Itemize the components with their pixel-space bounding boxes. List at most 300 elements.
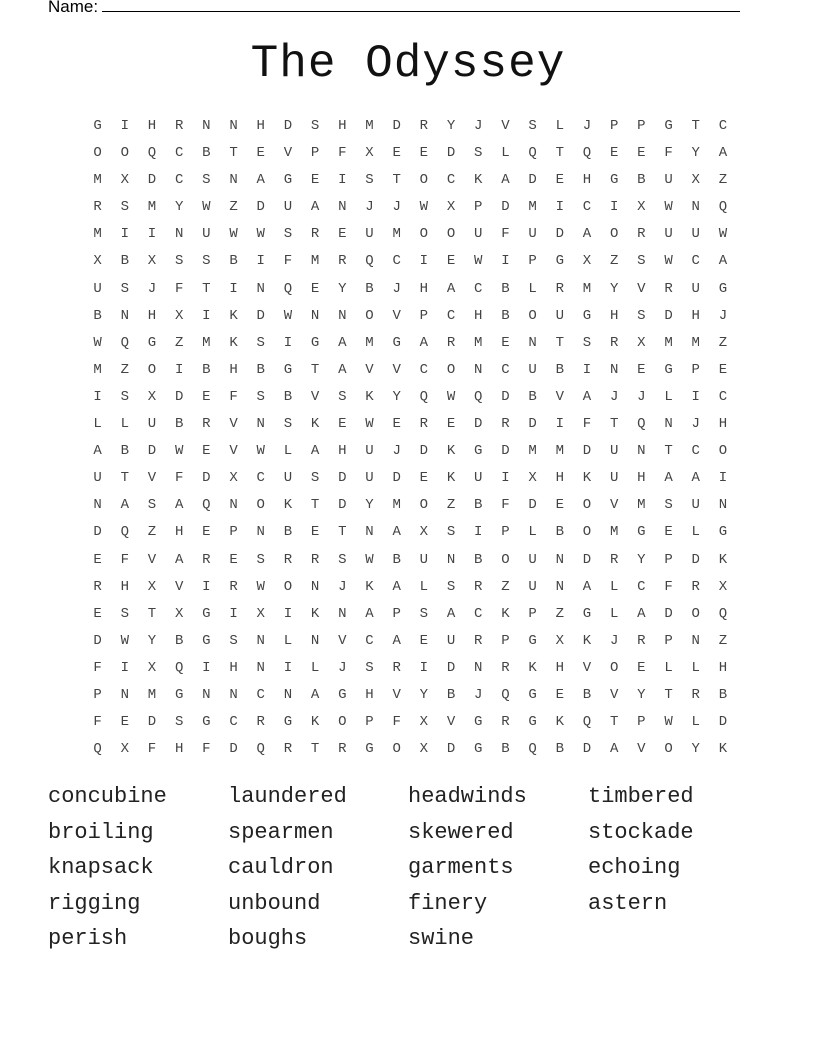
grid-cell[interactable]: X bbox=[582, 253, 592, 270]
grid-cell[interactable]: W bbox=[202, 199, 211, 216]
grid-cell[interactable]: K bbox=[446, 470, 456, 487]
grid-cell[interactable]: R bbox=[419, 118, 429, 134]
grid-cell[interactable]: R bbox=[664, 280, 673, 297]
grid-cell[interactable]: S bbox=[256, 334, 265, 351]
grid-cell[interactable]: I bbox=[120, 226, 129, 243]
grid-cell[interactable]: S bbox=[528, 118, 537, 134]
grid-cell[interactable]: X bbox=[93, 253, 102, 270]
grid-cell[interactable]: X bbox=[419, 524, 429, 541]
grid-cell[interactable]: D bbox=[147, 714, 157, 731]
grid-cell[interactable]: D bbox=[147, 172, 157, 189]
grid-cell[interactable]: X bbox=[174, 605, 184, 622]
grid-cell[interactable]: L bbox=[691, 714, 700, 731]
grid-cell[interactable]: F bbox=[174, 280, 184, 297]
grid-cell[interactable]: V bbox=[501, 118, 510, 134]
grid-cell[interactable]: Y bbox=[637, 686, 646, 703]
grid-cell[interactable]: N bbox=[365, 524, 374, 541]
grid-cell[interactable]: I bbox=[609, 199, 619, 216]
grid-cell[interactable]: B bbox=[637, 172, 646, 189]
grid-cell[interactable]: A bbox=[392, 578, 401, 595]
grid-cell[interactable]: Q bbox=[582, 145, 592, 162]
grid-cell[interactable]: S bbox=[338, 388, 347, 405]
grid-cell[interactable]: W bbox=[718, 226, 728, 243]
grid-cell[interactable]: V bbox=[147, 470, 157, 487]
grid-cell[interactable]: L bbox=[419, 578, 429, 595]
grid-cell[interactable]: G bbox=[664, 361, 673, 378]
grid-cell[interactable]: C bbox=[691, 443, 700, 460]
grid-cell[interactable]: R bbox=[501, 659, 510, 676]
grid-cell[interactable]: T bbox=[609, 714, 619, 731]
grid-cell[interactable]: Q bbox=[528, 145, 537, 162]
grid-cell[interactable]: V bbox=[229, 443, 238, 460]
grid-cell[interactable]: N bbox=[310, 307, 320, 324]
grid-cell[interactable]: R bbox=[501, 416, 510, 433]
grid-cell[interactable]: R bbox=[202, 551, 211, 568]
grid-cell[interactable]: T bbox=[555, 334, 564, 351]
grid-cell[interactable]: R bbox=[419, 416, 429, 433]
grid-cell[interactable]: R bbox=[283, 551, 293, 568]
grid-cell[interactable]: V bbox=[392, 307, 401, 324]
grid-cell[interactable]: P bbox=[501, 524, 510, 541]
grid-cell[interactable]: E bbox=[664, 524, 673, 541]
grid-cell[interactable]: I bbox=[501, 253, 510, 270]
grid-cell[interactable]: S bbox=[174, 253, 184, 270]
grid-cell[interactable]: E bbox=[637, 659, 646, 676]
grid-cell[interactable]: D bbox=[474, 416, 483, 433]
grid-cell[interactable]: E bbox=[202, 443, 211, 460]
grid-cell[interactable]: G bbox=[718, 524, 728, 541]
grid-cell[interactable]: Q bbox=[202, 497, 211, 514]
grid-cell[interactable]: H bbox=[256, 118, 265, 134]
grid-cell[interactable]: A bbox=[419, 334, 429, 351]
grid-cell[interactable]: U bbox=[419, 551, 429, 568]
grid-cell[interactable]: C bbox=[501, 361, 510, 378]
grid-cell[interactable]: C bbox=[174, 145, 184, 162]
grid-cell[interactable]: C bbox=[474, 280, 483, 297]
grid-cell[interactable]: L bbox=[691, 524, 700, 541]
grid-cell[interactable]: N bbox=[310, 632, 320, 649]
grid-cell[interactable]: U bbox=[93, 470, 102, 487]
grid-cell[interactable]: V bbox=[392, 686, 401, 703]
grid-cell[interactable]: J bbox=[392, 443, 401, 460]
grid-cell[interactable]: O bbox=[446, 361, 456, 378]
grid-cell[interactable]: L bbox=[664, 388, 673, 405]
grid-cell[interactable]: T bbox=[338, 524, 347, 541]
grid-cell[interactable]: X bbox=[691, 172, 700, 189]
grid-cell[interactable]: J bbox=[392, 280, 401, 297]
grid-cell[interactable]: O bbox=[365, 307, 374, 324]
grid-cell[interactable]: L bbox=[310, 659, 320, 676]
grid-cell[interactable]: D bbox=[338, 470, 347, 487]
grid-cell[interactable]: O bbox=[256, 497, 265, 514]
grid-cell[interactable]: U bbox=[365, 443, 374, 460]
grid-cell[interactable]: W bbox=[93, 334, 102, 351]
grid-cell[interactable]: Q bbox=[419, 388, 429, 405]
grid-cell[interactable]: F bbox=[93, 714, 102, 731]
grid-cell[interactable]: Y bbox=[691, 145, 700, 162]
grid-cell[interactable]: E bbox=[446, 253, 456, 270]
grid-cell[interactable]: J bbox=[474, 118, 483, 134]
grid-cell[interactable]: K bbox=[555, 714, 564, 731]
grid-cell[interactable]: C bbox=[637, 578, 646, 595]
grid-cell[interactable]: Q bbox=[718, 199, 728, 216]
grid-cell[interactable]: U bbox=[474, 470, 483, 487]
grid-cell[interactable]: U bbox=[283, 470, 293, 487]
grid-cell[interactable]: A bbox=[501, 172, 510, 189]
grid-cell[interactable]: S bbox=[474, 145, 483, 162]
name-field[interactable] bbox=[48, 0, 740, 17]
grid-cell[interactable]: X bbox=[120, 172, 129, 189]
grid-cell[interactable]: O bbox=[609, 659, 619, 676]
grid-cell[interactable]: A bbox=[365, 605, 374, 622]
grid-cell[interactable]: H bbox=[229, 361, 238, 378]
grid-cell[interactable]: D bbox=[582, 551, 592, 568]
grid-cell[interactable]: F bbox=[174, 470, 184, 487]
grid-cell[interactable]: H bbox=[365, 686, 374, 703]
grid-cell[interactable]: Z bbox=[229, 199, 238, 216]
grid-cell[interactable]: O bbox=[120, 145, 129, 162]
grid-cell[interactable]: O bbox=[582, 524, 592, 541]
grid-cell[interactable]: B bbox=[718, 686, 728, 703]
grid-cell[interactable]: D bbox=[419, 443, 429, 460]
grid-cell[interactable]: G bbox=[555, 253, 564, 270]
grid-cell[interactable]: A bbox=[637, 605, 646, 622]
grid-cell[interactable]: A bbox=[174, 551, 184, 568]
grid-cell[interactable]: R bbox=[609, 551, 619, 568]
grid-cell[interactable]: N bbox=[256, 416, 265, 433]
grid-cell[interactable]: C bbox=[474, 605, 483, 622]
grid-cell[interactable]: X bbox=[446, 199, 456, 216]
grid-cell[interactable]: B bbox=[283, 524, 293, 541]
grid-cell[interactable]: X bbox=[419, 741, 429, 758]
grid-cell[interactable]: Z bbox=[174, 334, 184, 351]
grid-cell[interactable]: N bbox=[555, 578, 564, 595]
grid-cell[interactable]: D bbox=[501, 388, 510, 405]
grid-cell[interactable]: T bbox=[202, 280, 211, 297]
grid-cell[interactable]: U bbox=[691, 280, 700, 297]
grid-cell[interactable]: M bbox=[664, 334, 673, 351]
grid-cell[interactable]: V bbox=[338, 632, 347, 649]
grid-cell[interactable]: B bbox=[446, 686, 456, 703]
grid-cell[interactable]: Q bbox=[120, 334, 129, 351]
grid-cell[interactable]: M bbox=[147, 199, 157, 216]
grid-cell[interactable]: O bbox=[582, 497, 592, 514]
grid-cell[interactable]: R bbox=[609, 334, 619, 351]
grid-cell[interactable]: I bbox=[202, 307, 211, 324]
grid-cell[interactable]: M bbox=[147, 686, 157, 703]
grid-cell[interactable]: X bbox=[147, 578, 157, 595]
grid-cell[interactable]: U bbox=[528, 361, 537, 378]
grid-cell[interactable]: E bbox=[229, 551, 238, 568]
grid-cell[interactable]: P bbox=[93, 686, 102, 703]
grid-cell[interactable]: G bbox=[202, 605, 211, 622]
grid-cell[interactable]: B bbox=[501, 741, 510, 758]
grid-cell[interactable]: K bbox=[582, 632, 592, 649]
grid-cell[interactable]: A bbox=[120, 497, 129, 514]
grid-cell[interactable]: M bbox=[528, 199, 537, 216]
grid-cell[interactable]: T bbox=[310, 497, 320, 514]
grid-cell[interactable]: R bbox=[474, 578, 483, 595]
grid-cell[interactable]: S bbox=[202, 253, 211, 270]
grid-cell[interactable]: N bbox=[338, 199, 347, 216]
grid-cell[interactable]: R bbox=[310, 551, 320, 568]
grid-cell[interactable]: K bbox=[229, 307, 238, 324]
grid-cell[interactable]: I bbox=[174, 361, 184, 378]
grid-cell[interactable]: F bbox=[664, 145, 673, 162]
grid-cell[interactable]: E bbox=[256, 145, 265, 162]
grid-cell[interactable]: I bbox=[120, 118, 129, 134]
grid-cell[interactable]: T bbox=[664, 443, 673, 460]
grid-cell[interactable]: U bbox=[528, 578, 537, 595]
grid-cell[interactable]: Y bbox=[392, 388, 401, 405]
grid-cell[interactable]: K bbox=[365, 388, 374, 405]
grid-cell[interactable]: N bbox=[446, 551, 456, 568]
grid-cell[interactable]: B bbox=[555, 361, 564, 378]
grid-cell[interactable]: B bbox=[229, 253, 238, 270]
grid-cell[interactable]: D bbox=[174, 388, 184, 405]
grid-cell[interactable]: O bbox=[338, 714, 347, 731]
grid-cell[interactable]: F bbox=[664, 578, 673, 595]
grid-cell[interactable]: Y bbox=[365, 497, 374, 514]
grid-cell[interactable]: H bbox=[691, 307, 700, 324]
grid-cell[interactable]: D bbox=[93, 632, 102, 649]
grid-cell[interactable]: E bbox=[637, 361, 646, 378]
grid-cell[interactable]: N bbox=[120, 686, 129, 703]
grid-cell[interactable]: X bbox=[528, 470, 537, 487]
grid-cell[interactable]: V bbox=[283, 145, 293, 162]
grid-cell[interactable]: L bbox=[609, 605, 619, 622]
grid-cell[interactable]: H bbox=[174, 524, 184, 541]
grid-cell[interactable]: N bbox=[256, 659, 265, 676]
grid-cell[interactable]: F bbox=[202, 741, 211, 758]
grid-cell[interactable]: T bbox=[691, 118, 700, 134]
grid-cell[interactable]: L bbox=[120, 416, 129, 433]
grid-cell[interactable]: I bbox=[555, 199, 564, 216]
grid-cell[interactable]: N bbox=[202, 686, 211, 703]
grid-cell[interactable]: R bbox=[501, 714, 510, 731]
grid-cell[interactable]: D bbox=[392, 470, 401, 487]
grid-cell[interactable]: Z bbox=[446, 497, 456, 514]
grid-cell[interactable]: I bbox=[202, 578, 211, 595]
grid-cell[interactable]: R bbox=[310, 226, 320, 243]
grid-cell[interactable]: V bbox=[609, 686, 619, 703]
grid-cell[interactable]: B bbox=[256, 361, 265, 378]
grid-cell[interactable]: K bbox=[718, 741, 728, 758]
grid-cell[interactable]: D bbox=[582, 443, 592, 460]
grid-cell[interactable]: B bbox=[392, 551, 401, 568]
grid-cell[interactable]: U bbox=[664, 226, 673, 243]
grid-cell[interactable]: I bbox=[120, 659, 129, 676]
grid-cell[interactable]: R bbox=[392, 659, 401, 676]
grid-cell[interactable]: C bbox=[256, 470, 265, 487]
grid-cell[interactable]: R bbox=[474, 632, 483, 649]
grid-cell[interactable]: E bbox=[609, 145, 619, 162]
grid-cell[interactable]: G bbox=[202, 632, 211, 649]
grid-cell[interactable]: V bbox=[365, 361, 374, 378]
grid-cell[interactable]: D bbox=[446, 145, 456, 162]
grid-cell[interactable]: R bbox=[338, 253, 347, 270]
grid-cell[interactable]: N bbox=[229, 686, 238, 703]
grid-cell[interactable]: N bbox=[174, 226, 184, 243]
grid-cell[interactable]: D bbox=[229, 741, 238, 758]
grid-cell[interactable]: S bbox=[120, 605, 129, 622]
grid-cell[interactable]: J bbox=[691, 416, 700, 433]
grid-cell[interactable]: Y bbox=[446, 118, 456, 134]
grid-cell[interactable]: Q bbox=[256, 741, 265, 758]
grid-cell[interactable]: U bbox=[555, 307, 564, 324]
grid-cell[interactable]: V bbox=[310, 388, 320, 405]
grid-cell[interactable]: G bbox=[283, 361, 293, 378]
grid-cell[interactable]: S bbox=[120, 199, 129, 216]
grid-cell[interactable]: N bbox=[474, 361, 483, 378]
grid-cell[interactable]: K bbox=[446, 443, 456, 460]
grid-cell[interactable]: M bbox=[365, 118, 374, 134]
grid-cell[interactable]: S bbox=[283, 416, 293, 433]
grid-cell[interactable]: O bbox=[419, 226, 429, 243]
grid-cell[interactable]: N bbox=[202, 118, 211, 134]
grid-cell[interactable]: Z bbox=[718, 334, 728, 351]
grid-cell[interactable]: S bbox=[582, 334, 592, 351]
grid-cell[interactable]: B bbox=[474, 551, 483, 568]
grid-cell[interactable]: M bbox=[93, 172, 102, 189]
grid-cell[interactable]: C bbox=[392, 253, 401, 270]
grid-cell[interactable]: O bbox=[93, 145, 102, 162]
grid-cell[interactable]: T bbox=[392, 172, 401, 189]
grid-cell[interactable]: F bbox=[147, 741, 157, 758]
grid-cell[interactable]: M bbox=[528, 443, 537, 460]
grid-cell[interactable]: U bbox=[691, 497, 700, 514]
grid-cell[interactable]: A bbox=[582, 388, 592, 405]
grid-cell[interactable]: T bbox=[609, 416, 619, 433]
grid-cell[interactable]: D bbox=[555, 226, 564, 243]
grid-cell[interactable]: G bbox=[528, 686, 537, 703]
grid-cell[interactable]: A bbox=[446, 280, 456, 297]
grid-cell[interactable]: E bbox=[392, 145, 401, 162]
grid-cell[interactable]: E bbox=[718, 361, 728, 378]
grid-cell[interactable]: J bbox=[718, 307, 728, 324]
grid-cell[interactable]: A bbox=[691, 470, 700, 487]
grid-cell[interactable]: M bbox=[637, 497, 646, 514]
grid-cell[interactable]: O bbox=[147, 361, 157, 378]
grid-cell[interactable]: O bbox=[664, 741, 673, 758]
grid-cell[interactable]: D bbox=[501, 443, 510, 460]
grid-cell[interactable]: B bbox=[474, 497, 483, 514]
grid-cell[interactable]: B bbox=[120, 443, 129, 460]
grid-cell[interactable]: B bbox=[202, 145, 211, 162]
grid-cell[interactable]: E bbox=[93, 605, 102, 622]
grid-cell[interactable]: Q bbox=[582, 714, 592, 731]
grid-cell[interactable]: N bbox=[609, 361, 619, 378]
grid-cell[interactable]: A bbox=[338, 334, 347, 351]
grid-cell[interactable]: I bbox=[338, 172, 347, 189]
grid-cell[interactable]: J bbox=[392, 199, 401, 216]
grid-cell[interactable]: H bbox=[338, 118, 347, 134]
grid-cell[interactable]: S bbox=[310, 118, 320, 134]
grid-cell[interactable]: H bbox=[718, 659, 728, 676]
grid-cell[interactable]: X bbox=[555, 632, 564, 649]
grid-cell[interactable]: O bbox=[419, 497, 429, 514]
grid-cell[interactable]: E bbox=[419, 470, 429, 487]
grid-cell[interactable]: T bbox=[120, 470, 129, 487]
grid-cell[interactable]: X bbox=[174, 307, 184, 324]
grid-cell[interactable]: O bbox=[392, 741, 401, 758]
grid-cell[interactable]: H bbox=[147, 118, 157, 134]
grid-cell[interactable]: K bbox=[365, 578, 374, 595]
grid-cell[interactable]: P bbox=[310, 145, 320, 162]
grid-cell[interactable]: E bbox=[202, 388, 211, 405]
grid-cell[interactable]: I bbox=[283, 334, 293, 351]
grid-cell[interactable]: Z bbox=[120, 361, 129, 378]
grid-cell[interactable]: U bbox=[365, 226, 374, 243]
grid-cell[interactable]: C bbox=[691, 253, 700, 270]
grid-cell[interactable]: G bbox=[474, 741, 483, 758]
grid-cell[interactable]: K bbox=[283, 497, 293, 514]
grid-cell[interactable]: N bbox=[256, 632, 265, 649]
grid-cell[interactable]: K bbox=[310, 605, 320, 622]
grid-cell[interactable]: E bbox=[501, 334, 510, 351]
grid-cell[interactable]: A bbox=[392, 632, 401, 649]
grid-cell[interactable]: D bbox=[501, 199, 510, 216]
grid-cell[interactable]: L bbox=[664, 659, 673, 676]
grid-cell[interactable]: B bbox=[501, 307, 510, 324]
grid-cell[interactable]: R bbox=[93, 199, 102, 216]
grid-cell[interactable]: U bbox=[283, 199, 293, 216]
grid-cell[interactable]: X bbox=[229, 470, 238, 487]
grid-cell[interactable]: E bbox=[419, 632, 429, 649]
grid-cell[interactable]: H bbox=[419, 280, 429, 297]
grid-cell[interactable]: B bbox=[120, 253, 129, 270]
grid-cell[interactable]: F bbox=[120, 551, 129, 568]
grid-cell[interactable]: D bbox=[256, 307, 265, 324]
grid-cell[interactable]: P bbox=[528, 605, 537, 622]
grid-cell[interactable]: V bbox=[174, 578, 184, 595]
grid-cell[interactable]: R bbox=[691, 578, 700, 595]
grid-cell[interactable]: V bbox=[147, 551, 157, 568]
grid-cell[interactable]: W bbox=[419, 199, 429, 216]
grid-cell[interactable]: R bbox=[174, 118, 184, 134]
grid-cell[interactable]: C bbox=[419, 361, 429, 378]
grid-cell[interactable]: V bbox=[609, 497, 619, 514]
grid-cell[interactable]: I bbox=[202, 659, 211, 676]
grid-cell[interactable]: S bbox=[120, 388, 129, 405]
grid-cell[interactable]: J bbox=[609, 388, 619, 405]
grid-cell[interactable]: D bbox=[664, 307, 673, 324]
grid-cell[interactable]: J bbox=[338, 578, 347, 595]
grid-cell[interactable]: U bbox=[365, 470, 374, 487]
grid-cell[interactable]: L bbox=[691, 659, 700, 676]
grid-cell[interactable]: W bbox=[256, 578, 265, 595]
grid-cell[interactable]: E bbox=[120, 714, 129, 731]
grid-cell[interactable]: Q bbox=[474, 388, 483, 405]
grid-cell[interactable]: Y bbox=[691, 741, 700, 758]
grid-cell[interactable]: L bbox=[528, 524, 537, 541]
grid-cell[interactable]: B bbox=[582, 686, 592, 703]
grid-cell[interactable]: X bbox=[147, 659, 157, 676]
grid-cell[interactable]: H bbox=[120, 578, 129, 595]
grid-cell[interactable]: M bbox=[392, 497, 401, 514]
grid-cell[interactable]: G bbox=[474, 443, 483, 460]
grid-cell[interactable]: U bbox=[609, 470, 619, 487]
grid-cell[interactable]: H bbox=[174, 741, 184, 758]
grid-cell[interactable]: C bbox=[446, 172, 456, 189]
grid-cell[interactable]: I bbox=[93, 388, 102, 405]
grid-cell[interactable]: X bbox=[419, 714, 429, 731]
grid-cell[interactable]: I bbox=[582, 361, 592, 378]
grid-cell[interactable]: M bbox=[365, 334, 374, 351]
grid-cell[interactable]: L bbox=[93, 416, 102, 433]
grid-cell[interactable]: S bbox=[256, 551, 265, 568]
grid-cell[interactable]: N bbox=[256, 524, 265, 541]
